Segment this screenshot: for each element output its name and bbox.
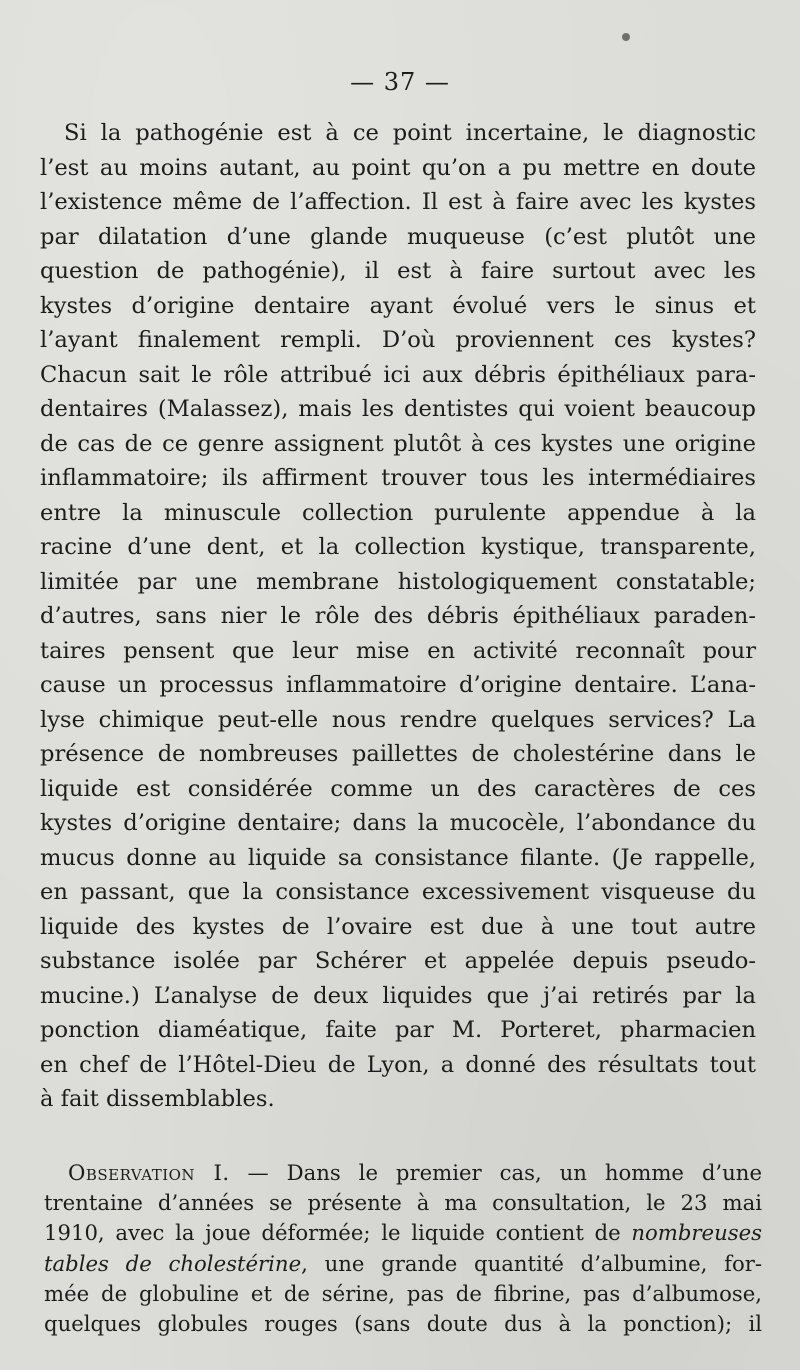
paragraph-line: substance isolée par Schérer et appelée depuis pseudo-: [40, 948, 756, 974]
paragraph-line: en chef de l’Hôtel-Dieu de Lyon, a donné des résultats tout: [40, 1051, 756, 1078]
observation-line: quelques globules rouges (sans doute dus à la ponction); il: [44, 1311, 762, 1337]
paragraph-line: liquide des kystes de l’ovaire est due à une tout autre: [40, 913, 756, 940]
paragraph-line: racine d’une dent, et la collection kystique, transparente,: [40, 534, 756, 560]
paragraph-line: Si la pathogénie est à ce point incertaine, le diagnostic: [64, 120, 756, 146]
observation-text-segment: 1910, avec la joue déformée; le liquide contient de: [44, 1220, 632, 1246]
paragraph-line: entre la minuscule collection purulente appendue à la: [40, 499, 756, 526]
observation-italic-text: nombreuses: [631, 1220, 762, 1246]
observation-line: trentaine d’années se présente à ma consultation, le 23 mai: [44, 1190, 762, 1216]
paragraph-line: liquide est considérée comme un des caractères de ces: [40, 775, 756, 802]
paragraph-line: question de pathogénie), il est à faire surtout avec les: [40, 258, 756, 284]
paragraph-line: dentaires (Malassez), mais les dentistes qui voient beaucoup: [40, 396, 756, 422]
paragraph-line: par dilatation d’une glande muqueuse (c’est plutôt une: [40, 223, 756, 250]
paragraph-line: ponction diaméatique, faite par M. Porteret, pharmacien: [40, 1017, 756, 1043]
observation-line: [44, 1158, 762, 1188]
main-paragraph: [40, 116, 756, 1117]
observation-text-segment: , une grande quantité d’albumine, for-: [301, 1250, 762, 1276]
paragraph-line: mucine.) L’analyse de deux liquides que j’ai retirés par la: [40, 982, 756, 1009]
paragraph-line: kystes d’origine dentaire ayant évolué vers le sinus et: [40, 292, 756, 319]
paragraph-line: l’existence même de l’affection. Il est à faire avec les kystes: [40, 189, 756, 215]
observation-line: [44, 1249, 762, 1279]
paragraph-line: cause un processus inflammatoire d’origine dentaire. L’ana-: [40, 672, 756, 698]
observation-paragraph: [44, 1158, 762, 1339]
paragraph-line: kystes d’origine dentaire; dans la mucocèle, l’abondance du: [40, 810, 756, 836]
observation-title: Observation I.: [68, 1160, 230, 1185]
paragraph-line: lyse chimique peut-elle nous rendre quelques services? La: [40, 706, 756, 733]
paragraph-line: limitée par une membrane histologiquement constatable;: [40, 568, 756, 595]
paragraph-line: mucus donne au liquide sa consistance filante. (Je rappelle,: [40, 844, 756, 871]
paragraph-line: d’autres, sans nier le rôle des débris épithéliaux paraden-: [40, 603, 756, 629]
paragraph-line: l’ayant finalement rempli. D’où proviennent ces kystes?: [40, 327, 756, 353]
paragraph-line: de cas de ce genre assignent plutôt à ces kystes une origine: [40, 430, 756, 457]
observation-text-segment: — Dans le premier cas, un homme d’une: [229, 1160, 762, 1185]
paragraph-line: taires pensent que leur mise en activité reconnaît pour: [40, 637, 756, 664]
observation-italic-text: tables de cholestérine: [44, 1250, 302, 1276]
paragraph-line: inflammatoire; ils affirment trouver tous les intermédiaires: [40, 465, 756, 491]
page-number: — 37 —: [350, 68, 450, 96]
paragraph-line: à fait dissemblables.: [40, 1086, 275, 1112]
paragraph-line: en passant, que la consistance excessivement visqueuse du: [40, 879, 756, 905]
paragraph-line: l’est au moins autant, au point qu’on a pu mettre en doute: [40, 154, 756, 181]
paragraph-line: Chacun sait le rôle attribué ici aux débris épithéliaux para-: [40, 361, 756, 388]
paragraph-line: présence de nombreuses paillettes de cholestérine dans le: [40, 741, 756, 767]
ink-speck: [622, 33, 630, 41]
observation-line: mée de globuline et de sérine, pas de fibrine, pas d’albumose,: [44, 1280, 762, 1306]
observation-line: [44, 1218, 762, 1248]
